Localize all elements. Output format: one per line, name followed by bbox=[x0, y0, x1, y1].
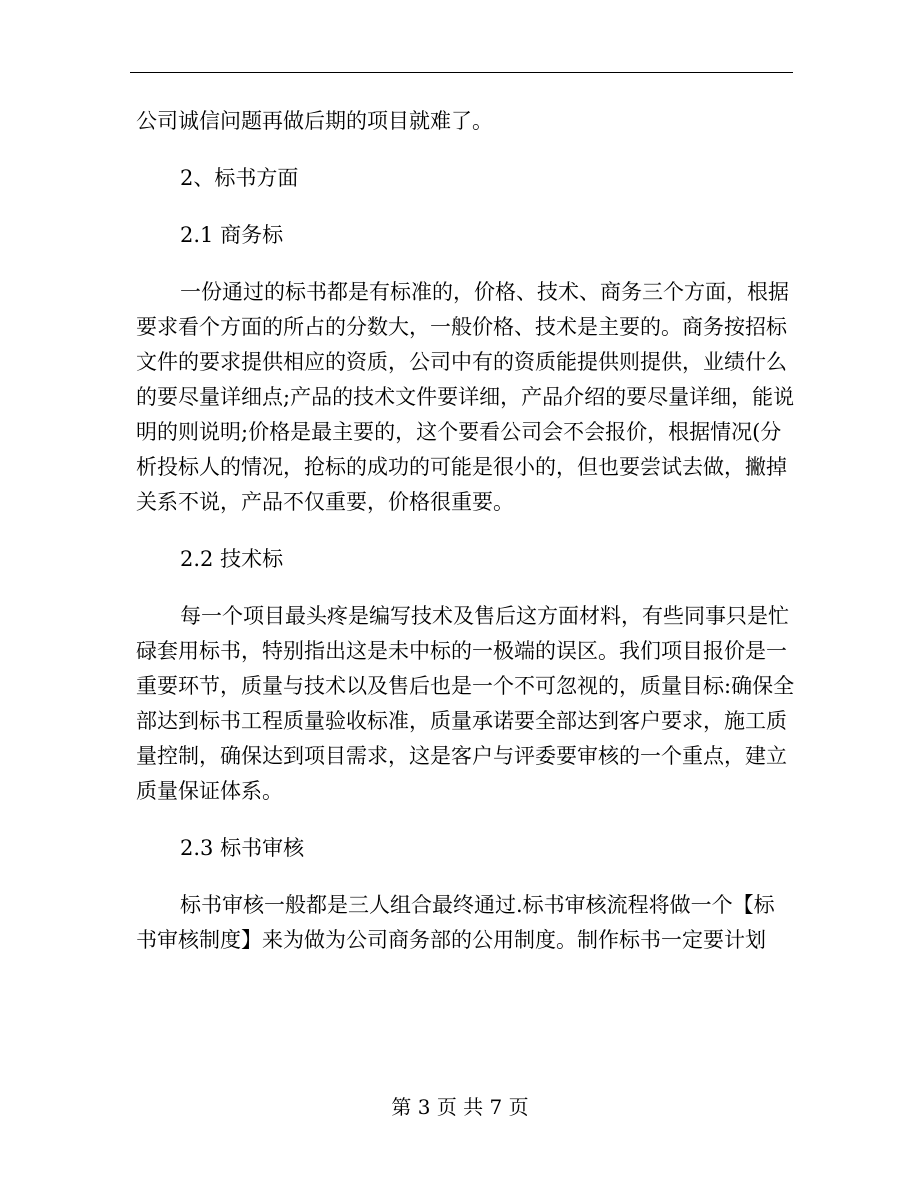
paragraph-line: 部达到标书工程质量验收标准，质量承诺要全部达到客户要求，施工质 bbox=[136, 709, 787, 733]
paragraph-line: 明的则说明;价格是最主要的，这个要看公司会不会报价，根据情况(分 bbox=[136, 420, 782, 444]
subsection-heading: 2.2 技术标 bbox=[180, 547, 284, 571]
paragraph-line: 质量保证体系。 bbox=[136, 779, 283, 803]
paragraph-line: 每一个项目最头疼是编写技术及售后这方面材料，有些同事只是忙 bbox=[180, 604, 789, 628]
paragraph-line: 书审核制度】来为做为公司商务部的公用制度。制作标书一定要计划 bbox=[136, 928, 766, 952]
paragraph-line: 要求看个方面的所占的分数大，一般价格、技术是主要的。商务按招标 bbox=[136, 315, 787, 339]
paragraph-line: 的要尽量详细点;产品的技术文件要详细，产品介绍的要尽量详细，能说 bbox=[136, 385, 795, 409]
page-footer: 第 3 页 共 7 页 bbox=[391, 1095, 529, 1119]
document-body bbox=[136, 104, 795, 958]
paragraph-line: 重要环节，质量与技术以及售后也是一个不可忽视的，质量目标:确保全 bbox=[136, 674, 795, 698]
body-text-line: 公司诚信问题再做后期的项目就难了。 bbox=[136, 109, 493, 133]
paragraph-line: 一份通过的标书都是有标准的，价格、技术、商务三个方面，根据 bbox=[180, 280, 789, 304]
header-rule bbox=[130, 72, 793, 73]
paragraph-line: 标书审核一般都是三人组合最终通过.标书审核流程将做一个【标 bbox=[180, 893, 775, 917]
paragraph-line: 关系不说，产品不仅重要，价格很重要。 bbox=[136, 490, 514, 514]
section-heading: 2、标书方面 bbox=[180, 166, 299, 190]
paragraph-line: 文件的要求提供相应的资质，公司中有的资质能提供则提供，业绩什么 bbox=[136, 350, 787, 374]
subsection-heading: 2.3 标书审核 bbox=[180, 836, 305, 860]
paragraph-line: 析投标人的情况，抢标的成功的可能是很小的，但也要尝试去做，撇掉 bbox=[136, 455, 787, 479]
paragraph-line: 量控制，确保达到项目需求，这是客户与评委要审核的一个重点，建立 bbox=[136, 744, 787, 768]
subsection-heading: 2.1 商务标 bbox=[180, 223, 284, 247]
paragraph-line: 碌套用标书，特别指出这是未中标的一极端的误区。我们项目报价是一 bbox=[136, 639, 787, 663]
